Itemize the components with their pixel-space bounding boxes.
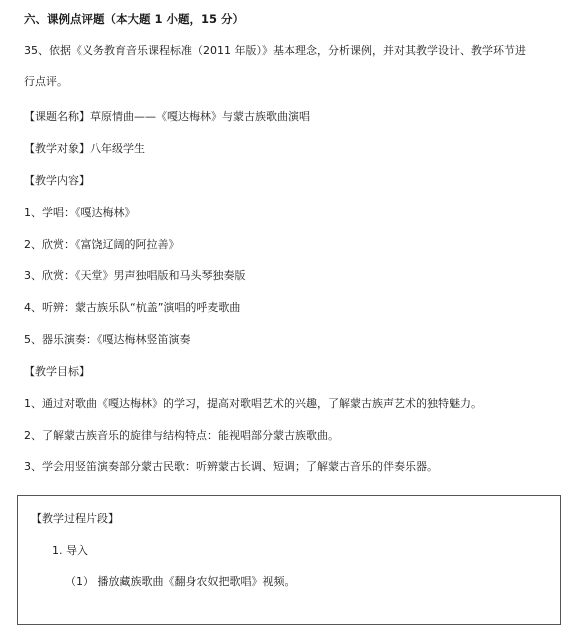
process-heading: 【教学过程片段】: [31, 512, 119, 525]
question-text-line-1: 35、依据《义务教育音乐课程标准（2011 年版）》基本理念，分析课例，并对其教学设计、教学环节进: [24, 44, 526, 57]
goal-item: 1、通过对歌曲《嘎达梅林》的学习，提高对歌唱艺术的兴趣，了解蒙古族声艺术的独特魅力。: [24, 397, 482, 410]
content-item: 2、欣赏：《富饶辽阔的阿拉善》: [24, 238, 180, 251]
process-substep: （1） 播放藏族歌曲《翻身农奴把歌唱》视频。: [65, 575, 296, 588]
question-text-line-2: 行点评。: [24, 75, 68, 88]
content-item: 4、听辨：蒙古族乐队“杭盖”演唱的呼麦歌曲: [24, 301, 241, 314]
goal-item: 2、了解蒙古族音乐的旋律与结构特点：能视唱部分蒙古族歌曲。: [24, 429, 339, 442]
content-item: 3、欣赏：《天堂》男声独唱版和马头琴独奏版: [24, 269, 246, 282]
process-step-intro: 1. 导入: [52, 544, 88, 557]
goals-heading: 【教学目标】: [24, 365, 90, 378]
content-item: 1、学唱：《嘎达梅林》: [24, 206, 136, 219]
lesson-name: 【课题名称】草原情曲——《嘎达梅林》与蒙古族歌曲演唱: [24, 110, 310, 123]
section-title: 六、课例点评题（本大题 1 小题，15 分）: [24, 12, 245, 26]
content-heading: 【教学内容】: [24, 174, 90, 187]
goal-item: 3、学会用竖笛演奏部分蒙古民歌：听辨蒙古长调、短调；了解蒙古音乐的伴奏乐器。: [24, 460, 438, 473]
content-item: 5、器乐演奏：《嘎达梅林竖笛演奏: [24, 333, 191, 346]
teaching-process-box: [17, 495, 561, 625]
lesson-audience: 【教学对象】八年级学生: [24, 142, 145, 155]
